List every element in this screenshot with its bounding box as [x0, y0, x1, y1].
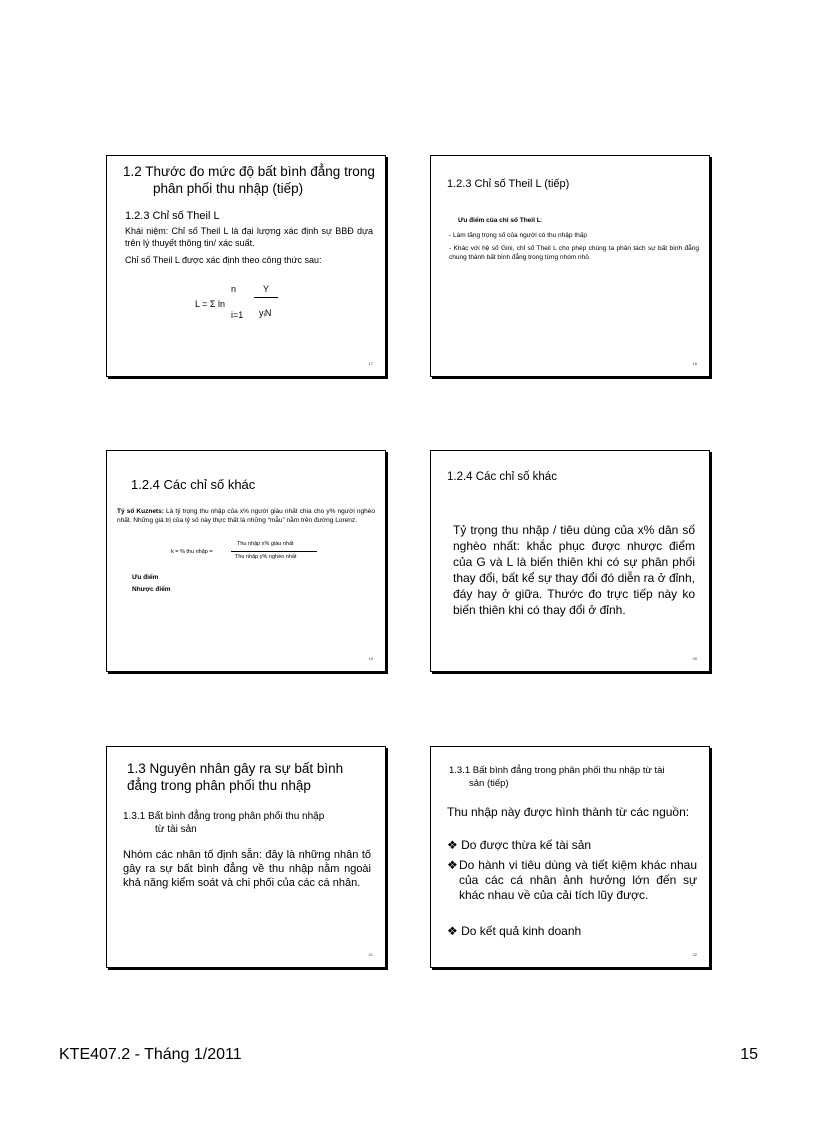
slide-17: [106, 155, 386, 377]
kuznets-text: Là tỷ trọng thu nhập của x% người giàu nhất chia cho y% người nghèo nhất. Những giá trị của tỷ số này thực thất là những “mẫu” nằm trên đường Lorenz.: [117, 508, 375, 524]
slide-title-line1: 1.3.1 Bất bình đẳng trong phân phối thu nhập từ tài: [449, 765, 665, 776]
advantage-bullet-1: - Làm tăng trọng số của người có thu nhập thấp: [449, 232, 587, 239]
slide-title-line2: đẳng trong phân phối thu nhập: [127, 778, 311, 793]
slide-subtitle: 1.2.3 Chỉ số Theil L: [125, 210, 220, 222]
source-item-1-text: Do được thừa kế tài sản: [461, 838, 592, 852]
slide-title: 1.2.4 Các chỉ số khác: [447, 471, 557, 483]
slide-22: [430, 746, 710, 968]
kuznets-disadvantages: Nhược điểm: [132, 586, 171, 593]
slide-body: Tỷ trọng thu nhập / tiêu dùng của x% dân số nghèo nhất: khắc phục được nhược điểm của G và L là biến thiên khi có sự phân phối thay đổi, bất kể sự thay đổi đó diễn ra ở đỉnh, đáy hay ở giữa. Thước đo trực tiếp này ko biến thiên khi có thay đổi ở đỉnh.: [453, 523, 695, 617]
formula-denominator: yᵢN: [259, 308, 272, 318]
formula-lower-limit: i=1: [231, 310, 244, 320]
slide-18: [430, 155, 710, 377]
kuznets-formula-numerator: Thu nhập x% giàu nhất: [237, 541, 294, 547]
slide-21: [106, 746, 386, 968]
slide-page-number: 21: [368, 952, 373, 957]
diamond-bullet-icon: ❖: [447, 858, 458, 872]
footer-course-code: KTE407.2 - Tháng 1/2011: [59, 1046, 242, 1063]
advantage-bullet-2: - Khác với hệ số Gini, chỉ số Theil L cho phép chúng ta phân tách sự bất bình đẳng chung thành bất bình đẳng trong từng nhóm nhỏ.: [449, 245, 699, 261]
slide-page-number: 22: [692, 952, 697, 957]
slide-19: [106, 450, 386, 672]
source-item-2: [447, 858, 697, 903]
source-item-3-text: Do kết quả kinh doanh: [461, 924, 582, 938]
kuznets-fraction-bar: [231, 551, 317, 552]
slide-title-line1: 1.3 Nguyên nhân gây ra sự bất bình: [127, 761, 344, 776]
formula-upper-limit: n: [231, 284, 237, 294]
formula-lhs: L = Σ ln: [195, 299, 225, 309]
kuznets-label: Tỷ số Kuznets:: [117, 508, 164, 515]
formula-numerator: Y: [263, 284, 270, 294]
advantages-heading-text: Ưu điểm của chỉ số Theil L: [458, 217, 541, 224]
formula-intro: Chỉ số Theil L được xác định theo công thức sau:: [125, 255, 322, 265]
slide-title-line2: sản (tiếp): [469, 778, 509, 789]
source-item-1: ❖ Do được thừa kế tài sản: [447, 838, 592, 852]
advantages-heading: [458, 217, 543, 226]
slide-title-line2: phân phối thu nhập (tiếp): [153, 181, 304, 196]
source-item-3: ❖ Do kết quả kinh doanh: [447, 924, 582, 938]
fraction-bar: [254, 297, 278, 298]
slide-title: 1.2.3 Chỉ số Theil L (tiếp): [447, 178, 570, 190]
kuznets-formula-lhs: k = % thu nhập =: [171, 549, 213, 555]
sources-intro: Thu nhập này được hình thành từ các nguồn:: [447, 805, 690, 819]
source-item-2-text: Do hành vi tiêu dùng và tiết kiệm khác nhau của các cá nhân ảnh hưởng lớn đến sự khác nhau về của cải tích lũy được.: [459, 858, 697, 902]
kuznets-advantages: Ưu điểm: [132, 574, 159, 581]
slide-page-number: 18: [692, 361, 697, 366]
advantages-heading-colon: :: [540, 217, 543, 224]
slide-page-number: 20: [692, 656, 697, 661]
kuznets-formula-denominator: Thu nhập y% nghèo nhất: [235, 554, 297, 560]
kuznets-definition: [117, 508, 375, 525]
slide-20: [430, 450, 710, 672]
footer-page-number: 15: [740, 1046, 758, 1063]
slide-page-number: 19: [368, 656, 373, 661]
slide-page-number: 17: [368, 361, 373, 366]
slide-body: Nhóm các nhân tố định sẵn: đây là những nhân tố gây ra sự bất bình đẳng về thu nhập nằm ngoài khả năng kiểm soát và chi phối của các cá nhân.: [123, 849, 371, 889]
slide-subtitle-line1: 1.3.1 Bất bình đẳng trong phân phối thu nhập: [123, 811, 325, 822]
slide-subtitle-line2: từ tài sản: [155, 824, 197, 835]
slide-title-line1: 1.2 Thước đo mức độ bất bình đẳng trong: [123, 164, 375, 179]
theil-concept: Khái niệm: Chỉ số Theil L là đại lượng xác định sự BBĐ dựa trên lý thuyết thông tin/ xác suất.: [125, 226, 373, 248]
slide-title: 1.2.4 Các chỉ số khác: [131, 477, 256, 492]
